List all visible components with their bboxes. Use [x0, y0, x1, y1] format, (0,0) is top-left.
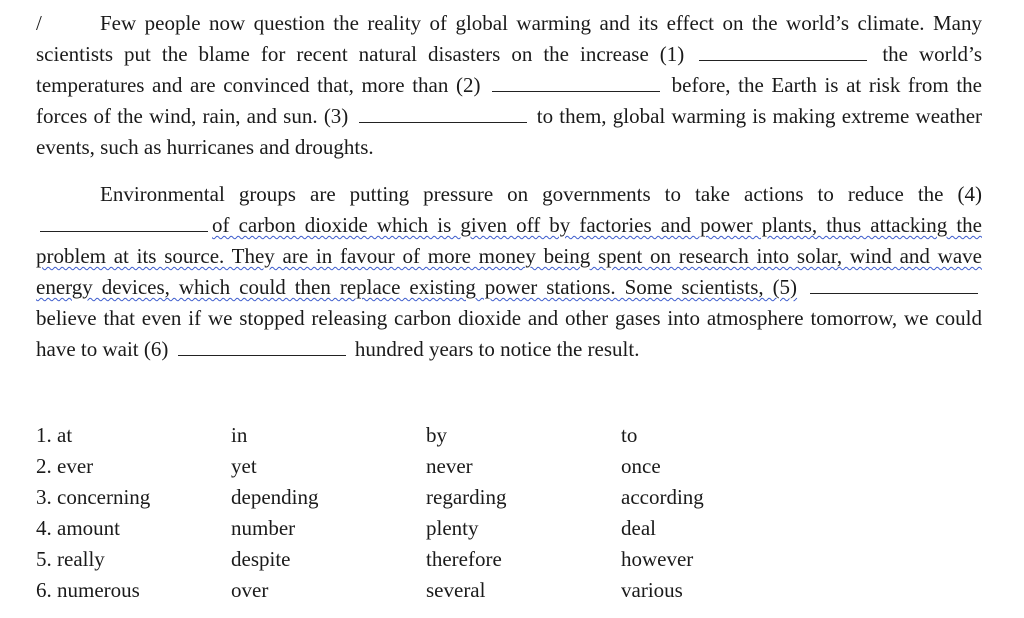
options-row-1	[36, 420, 936, 451]
paragraph-marker: /	[36, 11, 42, 35]
options-row-3	[36, 482, 936, 513]
option-2a[interactable]: 2. ever	[36, 454, 94, 478]
paragraph-1	[36, 8, 982, 163]
options-row-5	[36, 544, 936, 575]
paragraph-2	[36, 179, 982, 365]
p1-text-2: the world’s temperatures and are convinced that, more than (2)	[36, 42, 982, 97]
option-5b[interactable]: despite	[231, 547, 291, 571]
passage	[36, 8, 982, 365]
option-2c[interactable]: never	[426, 454, 473, 478]
options-table	[36, 420, 936, 606]
option-3c[interactable]: regarding	[426, 485, 507, 509]
blank-1[interactable]	[699, 42, 867, 61]
p1-text-3: before, the Earth is at risk from the forces of the wind, rain, and sun. (3)	[36, 73, 983, 128]
options-row-2	[36, 451, 936, 482]
option-5a[interactable]: 5. really	[36, 547, 105, 571]
options-row-4	[36, 513, 936, 544]
option-5c[interactable]: therefore	[426, 547, 502, 571]
options-row-6	[36, 575, 936, 606]
option-3b[interactable]: depending	[231, 485, 319, 509]
option-2d[interactable]: once	[621, 454, 661, 478]
blank-4[interactable]	[40, 213, 208, 232]
option-6b[interactable]: over	[231, 578, 269, 602]
p2-text-2: of carbon dioxide which is given off by factories and power plants, thus attacking the problem at its source. They are in favour of more money being spent on research into solar, wind and wave energy devices, which could then replace existing power stations. Some scientists, (5)	[36, 213, 982, 299]
option-6a[interactable]: 6. numerous	[36, 578, 140, 602]
option-4d[interactable]: deal	[621, 516, 656, 540]
option-2b[interactable]: yet	[231, 454, 257, 478]
blank-5[interactable]	[810, 275, 978, 294]
blank-6[interactable]	[178, 337, 346, 356]
option-3d[interactable]: according	[621, 485, 704, 509]
option-1a[interactable]: 1. at	[36, 423, 73, 447]
option-3a[interactable]: 3. concerning	[36, 485, 151, 509]
option-4b[interactable]: number	[231, 516, 296, 540]
option-5d[interactable]: however	[621, 547, 694, 571]
p2-text-4: hundred years to notice the result.	[354, 337, 640, 361]
option-1b[interactable]: in	[231, 423, 248, 447]
option-4c[interactable]: plenty	[426, 516, 479, 540]
blank-2[interactable]	[492, 73, 660, 92]
blank-3[interactable]	[359, 104, 527, 123]
option-6c[interactable]: several	[426, 578, 486, 602]
option-1d[interactable]: to	[621, 423, 638, 447]
p1-text-4: to them, global warming is making extreme weather events, such as hurricanes and droughts.	[36, 104, 983, 159]
option-4a[interactable]: 4. amount	[36, 516, 120, 540]
option-1c[interactable]: by	[426, 423, 447, 447]
p2-text-3: believe that even if we stopped releasing carbon dioxide and other gases into atmosphere tomorrow, we could have to wait (6)	[36, 306, 982, 361]
p2-text-1: Environmental groups are putting pressure on governments to take actions to reduce the (4)	[100, 182, 982, 206]
option-6d[interactable]: various	[621, 578, 683, 602]
p1-text-1: Few people now question the reality of global warming and its effect on the world’s climate. Many scientists put the blame for recent natural disasters on the increase (1)	[36, 11, 982, 66]
